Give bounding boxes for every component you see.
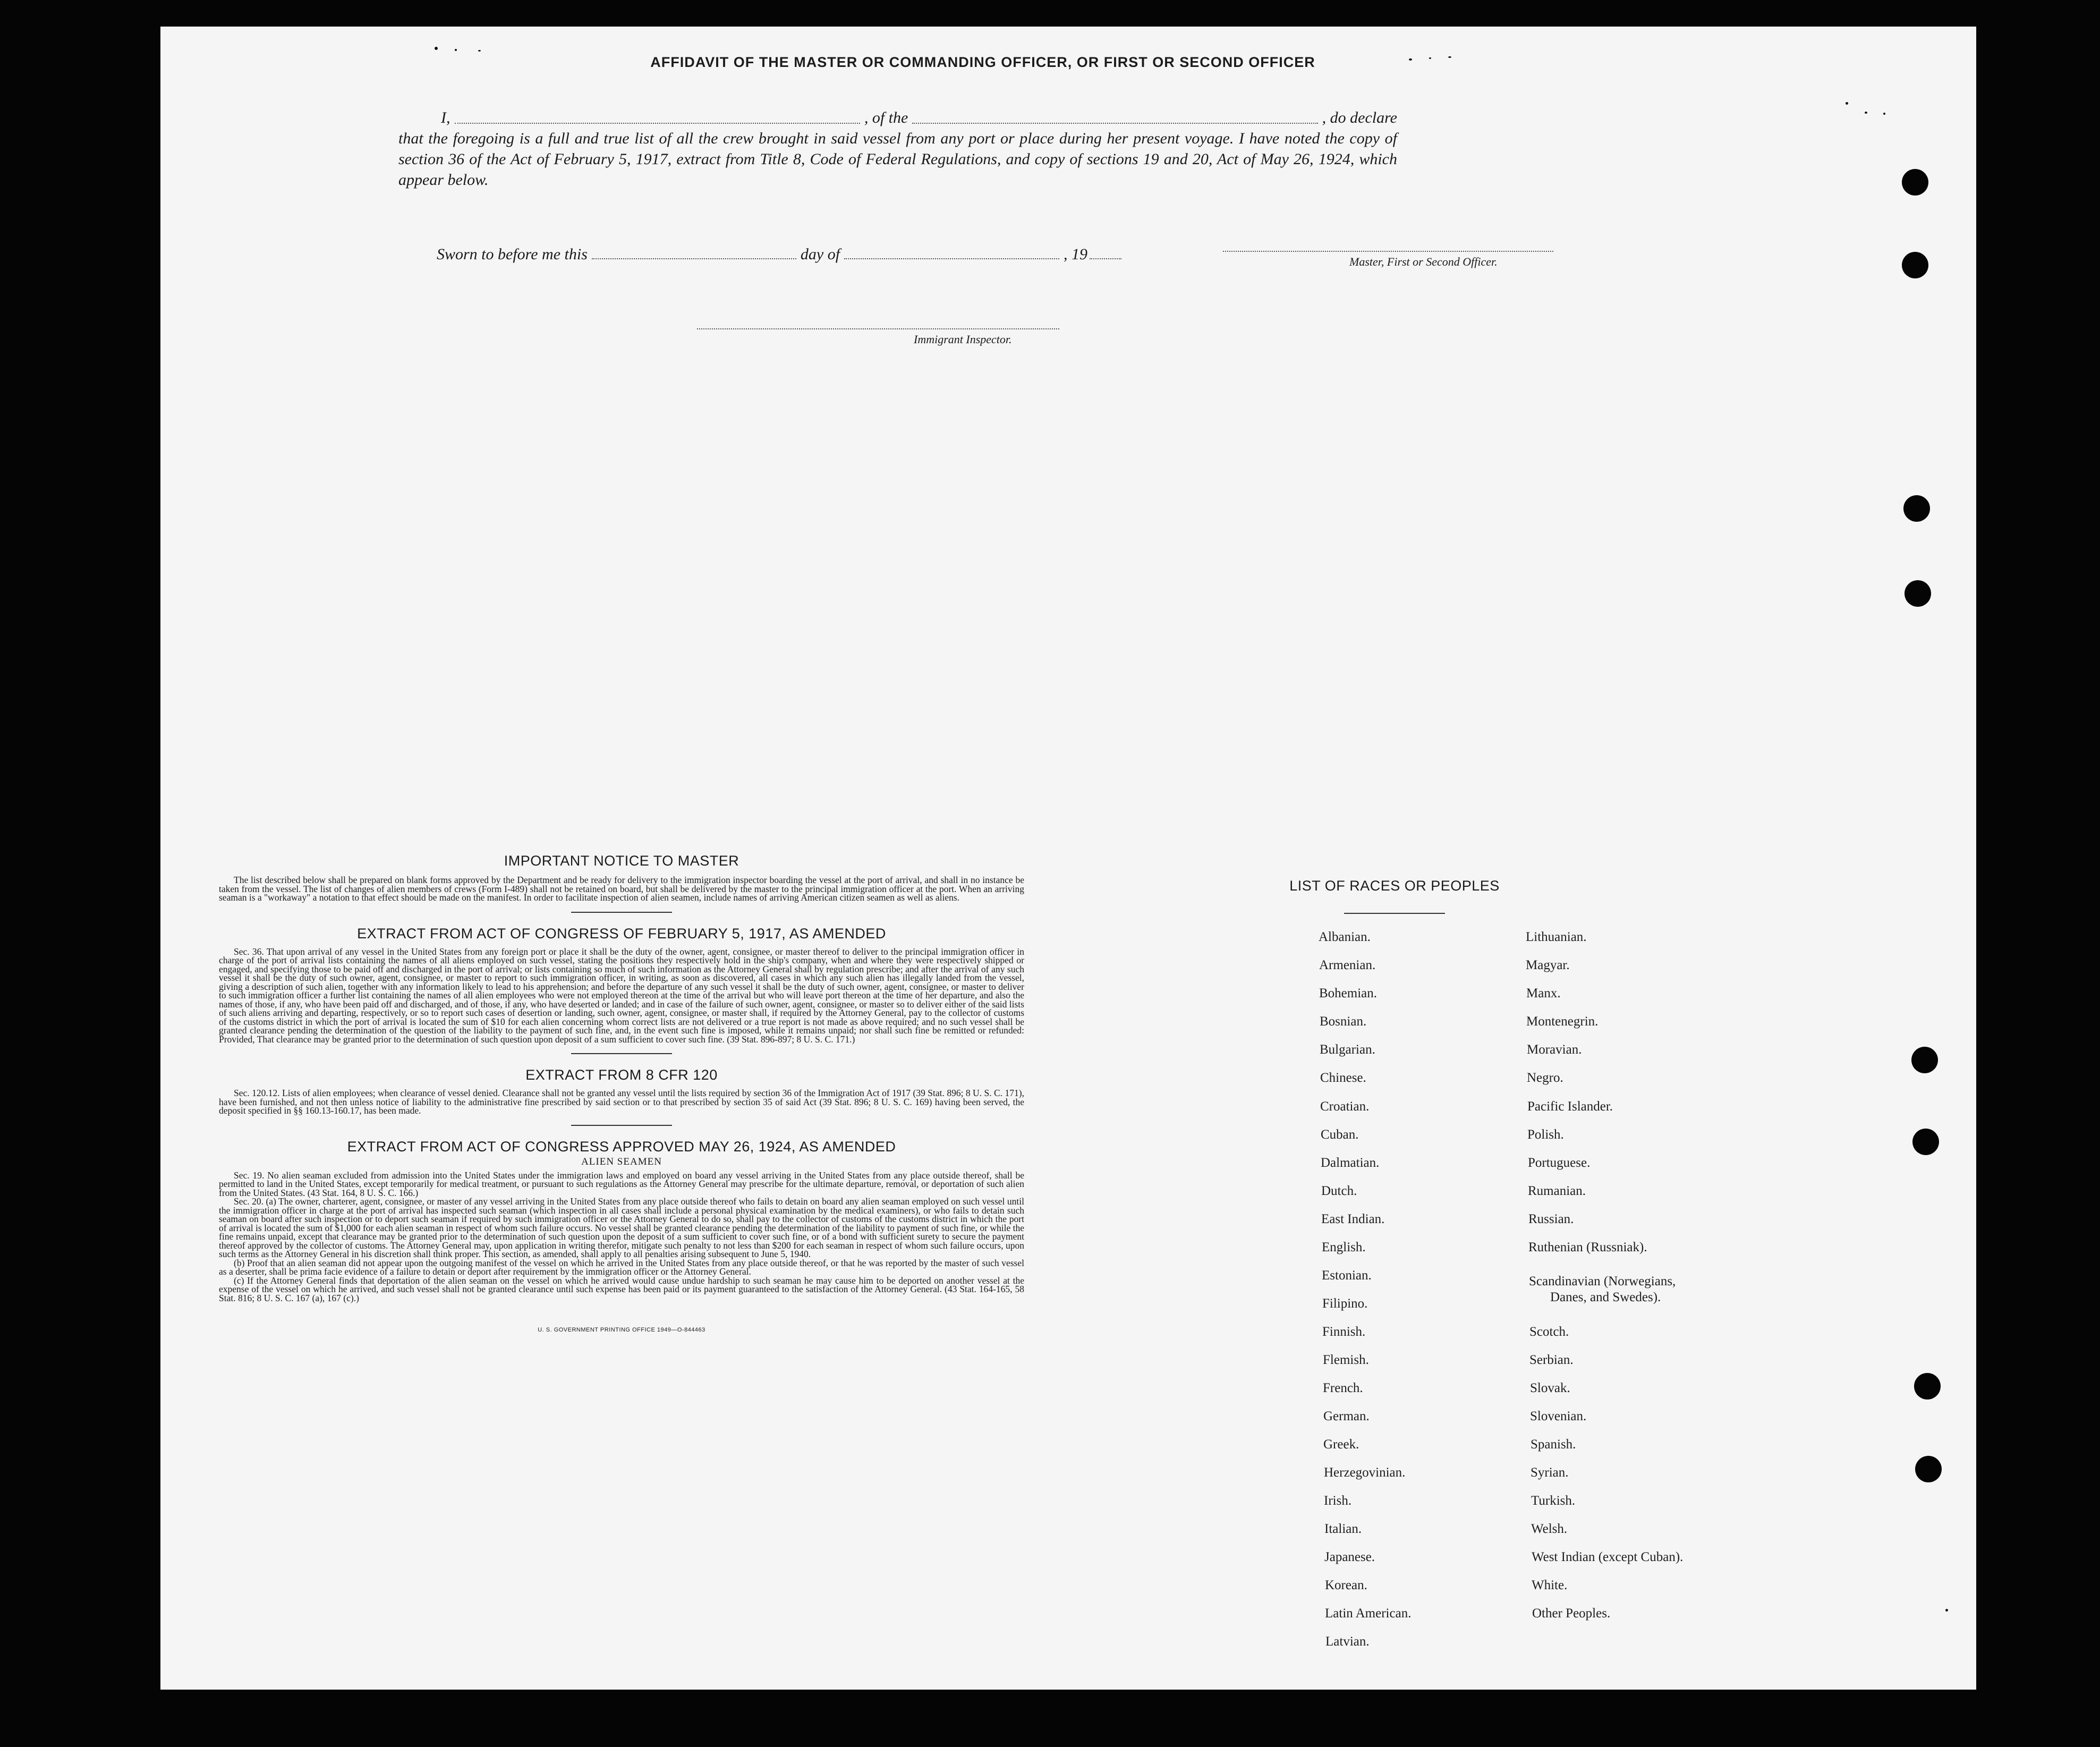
race-item: Greek.	[1323, 1437, 1359, 1452]
race-item: Slovenian.	[1530, 1409, 1587, 1423]
extract-1924-block	[219, 1171, 1024, 1303]
extract-cfr-title: EXTRACT FROM 8 CFR 120	[525, 1067, 718, 1083]
declarant-name-field[interactable]	[455, 123, 860, 124]
punch-hole	[1912, 1129, 1939, 1155]
sec-20a-text: Sec. 20. (a) The owner, charterer, agent, consignee, or master of any vessel arriving in the United States from any place outside thereof who fails to detain on board any alien seaman employed on such vessel until the immigration officer in charge at the port of arrival has inspected such seaman (which inspection in all cases shall include a personal physical examination by the medical examiners), or who fails to detain such seaman on board after such inspection or to deport such seaman if required by such immigration officer or the Attorney General to do so, shall pay to the collector of customs of the customs district in which the port of arrival is located the sum of $1,000 for each alien seaman in respect of whom such failure occurs. No vessel shall be granted clearance pending the determination of the liability to payment of such fine, or while the fine remains unpaid, except that clearance may be granted prior to the determination of such question upon the deposit of a sum sufficient to cover such fine, or of a bond with sufficient surety to secure the payment thereof approved by the collector of customs. The Attorney General may, upon application in writing therefor, mitigate such penalty to not less than $200 for each seaman in respect of whom such failure occurs, upon such terms as the Attorney General in his discretion shall think proper. This section, as amended, shall apply to all penalties arising subsequent to June 5, 1940.	[219, 1196, 1024, 1259]
race-item: Syrian.	[1531, 1465, 1569, 1480]
race-item: Rumanian.	[1528, 1184, 1586, 1198]
race-item: Chinese.	[1320, 1071, 1366, 1085]
divider	[571, 1053, 672, 1054]
race-item: Montenegrin.	[1526, 1014, 1599, 1029]
punch-hole	[1914, 1373, 1941, 1400]
race-item: Manx.	[1526, 986, 1561, 1000]
sworn-label: Sworn to before me this	[437, 245, 588, 263]
inspector-caption: Immigrant Inspector.	[914, 333, 1012, 346]
race-item: East Indian.	[1321, 1212, 1385, 1226]
sworn-year-field[interactable]	[1090, 258, 1121, 259]
divider	[1344, 913, 1445, 914]
race-item: German.	[1323, 1409, 1370, 1423]
race-item: Scandinavian (Norwegians,	[1529, 1274, 1676, 1288]
race-item: Finnish.	[1322, 1325, 1366, 1339]
punch-hole	[1915, 1456, 1942, 1482]
notice-text-block	[219, 876, 1024, 902]
race-item: Negro.	[1527, 1071, 1563, 1085]
vessel-name-field[interactable]	[912, 123, 1317, 124]
race-item: Russian.	[1528, 1212, 1574, 1226]
race-item: Italian.	[1324, 1522, 1362, 1536]
race-item: Bohemian.	[1319, 986, 1378, 1000]
race-item: Pacific Islander.	[1527, 1099, 1613, 1114]
affidavit-title: AFFIDAVIT OF THE MASTER OR COMMANDING OFFICER, OR FIRST OR SECOND OFFICER	[650, 54, 1315, 70]
race-item: Magyar.	[1526, 958, 1570, 972]
races-title: LIST OF RACES OR PEOPLES	[1289, 878, 1500, 894]
declare-suffix: , do declare	[1322, 109, 1397, 126]
race-item: Moravian.	[1527, 1042, 1582, 1057]
inspector-signature-field[interactable]	[697, 328, 1059, 329]
affidavit-statement	[398, 107, 1397, 190]
race-item: Danes, and Swedes).	[1550, 1290, 1661, 1304]
race-item: Dutch.	[1321, 1184, 1357, 1198]
declarant-prefix: I,	[441, 109, 450, 126]
race-item: Dalmatian.	[1321, 1156, 1380, 1170]
punch-hole	[1903, 495, 1930, 522]
year-label: , 19	[1064, 245, 1088, 263]
race-item: West Indian (except Cuban).	[1532, 1550, 1684, 1564]
sec-19-text: Sec. 19. No alien seaman excluded from admission into the United States under the immigration laws and employed on board any vessel arriving in the United States from any place outside thereof, shall be permitted to land in the United States, except temporarily for medical treatment, or pursuant to such regulations as the Attorney General may prescribe for the ultimate departure, removal, or deportation of such alien from the United States. (43 Stat. 164, 8 U. S. C. 166.)	[219, 1169, 1024, 1198]
race-item: Scotch.	[1529, 1325, 1569, 1339]
extract-1924-title: EXTRACT FROM ACT OF CONGRESS APPROVED MAY 26, 1924, AS AMENDED	[347, 1138, 896, 1155]
declaration-line	[398, 107, 1397, 128]
race-item: Other Peoples.	[1532, 1606, 1611, 1621]
extract-cfr-text: Sec. 120.12. Lists of alien employees; when clearance of vessel denied. Clearance shall not be granted any vessel until the lists required by section 36 of the Immigration Act of 1917 (39 Stat. 896; 8 U. S. C. 171), have been furnished, and not then unless notice of liability to the administrative fine prescribed by said section or to that prescribed by section 35 of said Act (39 Stat. 896; 8 U. S. C. 169) having been served, the deposit specified in §§ 160.13-160.17, has been made.	[219, 1088, 1024, 1116]
alien-seamen-subtitle: ALIEN SEAMEN	[581, 1156, 662, 1167]
race-item: Portuguese.	[1528, 1156, 1591, 1170]
race-item: Serbian.	[1529, 1353, 1574, 1367]
race-item: English.	[1322, 1240, 1366, 1254]
divider	[571, 912, 672, 913]
master-caption: Master, First or Second Officer.	[1349, 255, 1498, 268]
punch-hole	[1902, 169, 1928, 196]
race-item: White.	[1532, 1578, 1568, 1592]
race-item: French.	[1323, 1381, 1363, 1395]
race-item: Bosnian.	[1320, 1014, 1367, 1029]
divider	[571, 1125, 672, 1126]
race-item: Korean.	[1325, 1578, 1367, 1592]
race-item: Albanian.	[1319, 930, 1371, 944]
sworn-day-field[interactable]	[592, 258, 796, 259]
notice-column	[212, 853, 1031, 1333]
extract-1917-text: Sec. 36. That upon arrival of any vessel in the United States from any foreign port or place it shall be the duty of the owner, agent, consignee, or master thereof to deliver to the principal immigration officer in charge of the port of arrival lists containing the names of all aliens employed on such vessel, stating the positions they respectively hold in the ship's company, when and where they were respectively shipped or engaged, and specifying those to be paid off and discharged in the port of arrival; or lists containing so much of such information as the Attorney General shall by regulation prescribe; and after the arrival of any such vessel it shall be the duty of such owner, agent, consignee, or master to report to such immigration officer, in writing, as soon as discovered, all cases in which any such alien has illegally landed from the vessel, giving a description of such alien, together with any information likely to lead to his apprehension; and before the departure of any such vessel it shall be the duty of such owner, agent, consignee, or master to deliver to such immigration officer a further list containing the names of all alien employees who were not employed thereon at the time of the arrival but who will leave port thereon at the time of her departure, and also the names of those, if any, who have been paid off and discharged, and of those, if any, who have deserted or landed; and in case of the failure of such owner, agent, consignee, or master so to deliver either of the said lists of such aliens arriving and departing, respectively, or so to report such cases of desertion or landing, such owner, agent, consignee, or master shall, if required by the Attorney General, pay to the collector of customs of the customs district in which the port of arrival is located the sum of $10 for each alien concerning whom correct lists are not delivered or a true report is not made as above required; and no such vessel shall be granted clearance pending the determination of the question of the liability to the payment of such fine, and, in the event such fine is imposed, while it remains unpaid; nor shall such fine be remitted or refunded: Provided, That clearance may be granted prior to the determination of such question upon deposit of a sum sufficient to cover such fine. (39 Stat. 896-897; 8 U. S. C. 171.)	[219, 946, 1024, 1045]
extract-1917-title: EXTRACT FROM ACT OF CONGRESS OF FEBRUARY 5, 1917, AS AMENDED	[357, 925, 886, 942]
sec-20b-text: (b) Proof that an alien seaman did not appear upon the outgoing manifest of the vessel on which he arrived in the United States from any place outside thereof, or that he was reported by the master of such vessel as a deserter, shall be prima facie evidence of a failure to detain or deport after requirement by the immigration officer or the Attorney General.	[219, 1257, 1024, 1277]
notice-text: The list described below shall be prepared on blank forms approved by the Department and be ready for delivery to the immigration inspector boarding the vessel at the port of arrival, and shall in no instance be taken from the vessel. The list of changes of alien members of crews (Form I-489) shall not be retained on board, but shall be delivered by the master to the principal immigration officer at the port. When an arriving seaman is a "workaway" a notation to that effect should be made on the manifest. In order to facilitate inspection of alien seamen, include names of arriving American citizen seamen as well as aliens.	[219, 875, 1024, 903]
race-item: Latin American.	[1325, 1606, 1412, 1621]
race-item: Slovak.	[1530, 1381, 1570, 1395]
vessel-prefix: , of the	[864, 109, 908, 126]
race-item: Bulgarian.	[1320, 1042, 1375, 1057]
sec-20c-text: (c) If the Attorney General finds that deportation of the alien seaman on the vessel on which he arrived would cause undue hardship to such seaman he may cause him to be deported on another vessel at the expense of the vessel on which he arrived, and such vessel shall not be granted clearance until such expense has been paid or its payment guaranteed to the satisfaction of the Attorney General. (43 Stat. 164-165, 58 Stat. 816; 8 U. S. C. 167 (a), 167 (c).)	[219, 1275, 1024, 1303]
race-item: Croatian.	[1320, 1099, 1370, 1114]
notice-title: IMPORTANT NOTICE TO MASTER	[504, 853, 739, 869]
race-item: Cuban.	[1321, 1127, 1359, 1142]
punch-hole	[1902, 252, 1928, 278]
race-item: Spanish.	[1531, 1437, 1576, 1452]
punch-hole	[1911, 1047, 1938, 1073]
race-item: Latvian.	[1325, 1634, 1370, 1649]
master-signature-field[interactable]	[1223, 251, 1553, 252]
printer-imprint: U. S. GOVERNMENT PRINTING OFFICE 1949—O-844463	[538, 1327, 705, 1333]
extract-1917-block	[219, 947, 1024, 1044]
race-item: Welsh.	[1531, 1522, 1568, 1536]
sworn-line	[437, 245, 1121, 264]
day-of-label: day of	[800, 245, 840, 263]
race-item: Flemish.	[1323, 1353, 1369, 1367]
extract-cfr-block	[219, 1089, 1024, 1115]
race-item: Armenian.	[1319, 958, 1376, 972]
race-item: Herzegovinian.	[1324, 1465, 1406, 1480]
sworn-month-field[interactable]	[844, 258, 1059, 259]
punch-hole	[1905, 580, 1931, 607]
race-item: Filipino.	[1322, 1296, 1368, 1311]
affidavit-body: that the foregoing is a full and true list of all the crew brought in said vessel from any port or place during her present voyage. I have noted the copy of section 36 of the Act of February 5, 1917, extract from Title 8, Code of Federal Regulations, and copy of sections 19 and 20, Act of May 26, 1924, which appear below.	[398, 130, 1397, 189]
race-item: Irish.	[1324, 1494, 1352, 1508]
race-item: Ruthenian (Russniak).	[1528, 1240, 1647, 1254]
race-item: Lithuanian.	[1526, 930, 1587, 944]
race-item: Polish.	[1527, 1127, 1564, 1142]
race-item: Estonian.	[1322, 1268, 1372, 1283]
race-item: Japanese.	[1324, 1550, 1375, 1564]
race-item: Turkish.	[1531, 1494, 1576, 1508]
